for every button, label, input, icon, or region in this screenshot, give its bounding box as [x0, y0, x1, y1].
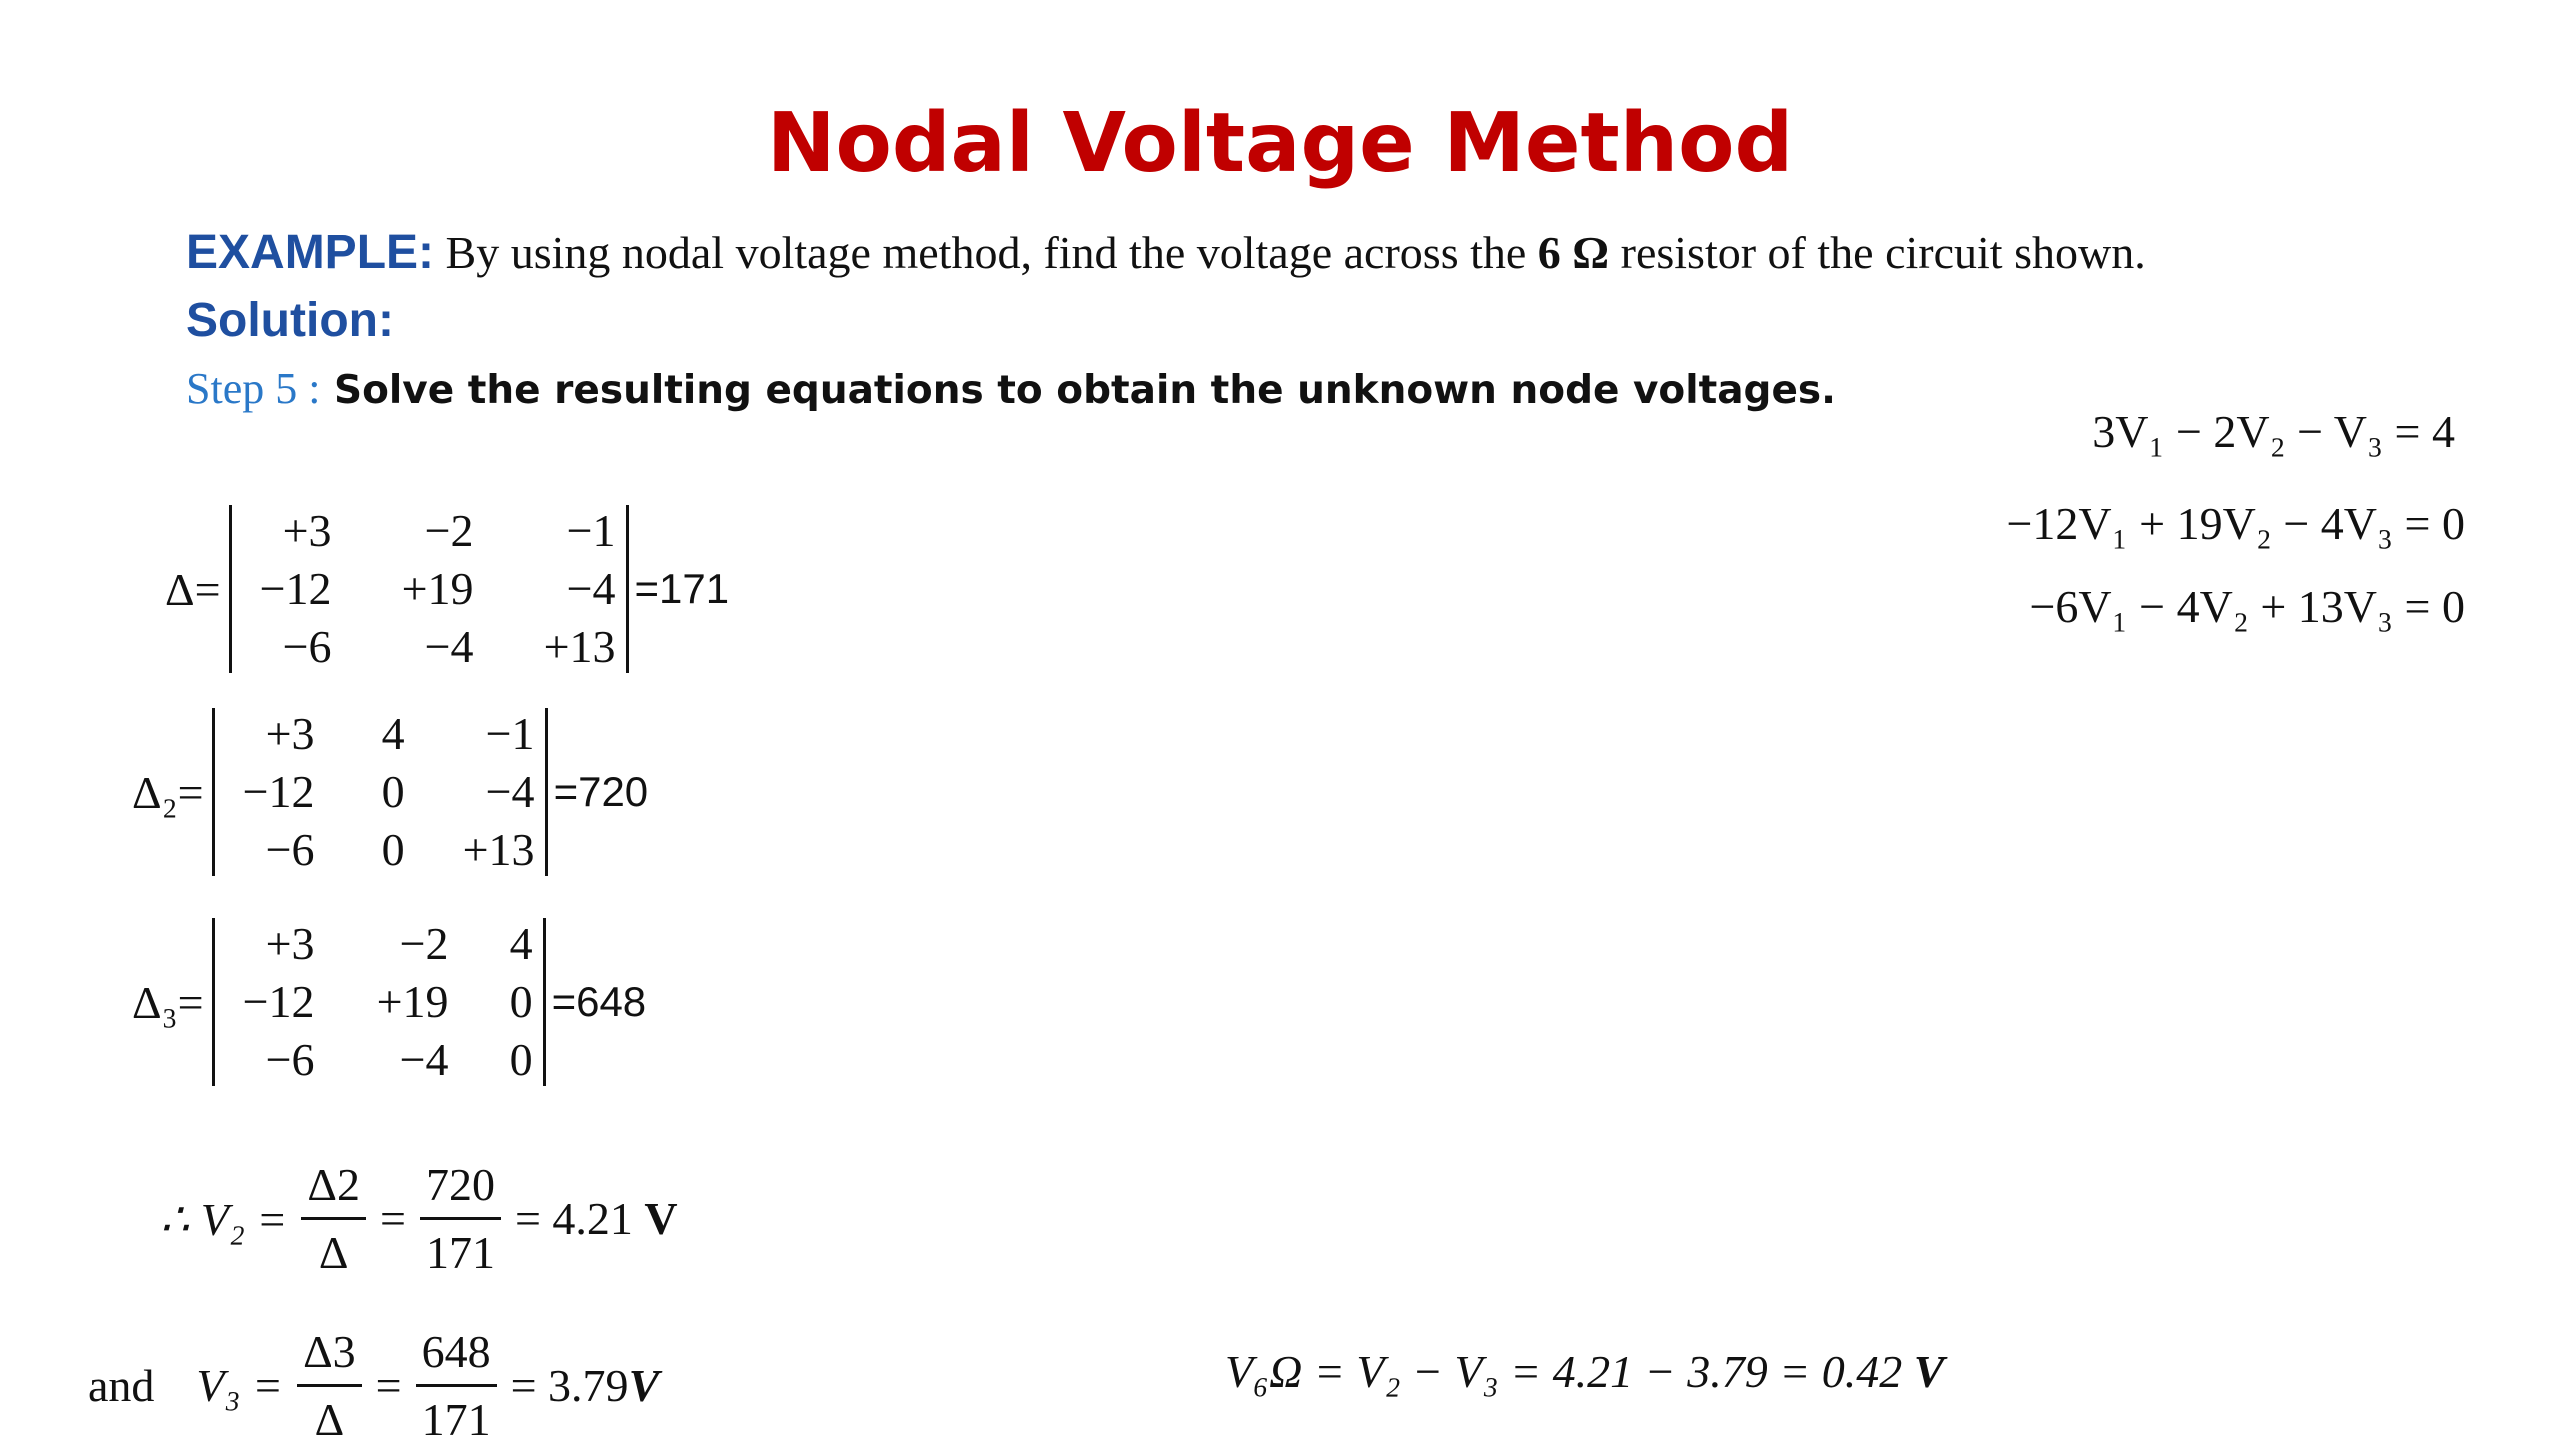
v3-result: = 3.79: [510, 1360, 629, 1411]
v2-equation: [160, 1158, 678, 1279]
fraction-denominator: 171: [425, 1227, 495, 1278]
determinant-label: Δ₃=: [132, 976, 204, 1028]
determinant-matrix: [229, 505, 629, 673]
matrix-cell: +13: [462, 824, 535, 875]
step-text: Solve the resulting equations to obtain the unknown node voltages.: [320, 368, 1836, 413]
determinant-label: Δ₂=: [132, 766, 204, 818]
v3-lead: and: [88, 1360, 155, 1411]
matrix-cell: −12: [259, 563, 332, 614]
matrix-cell: +3: [265, 708, 315, 759]
matrix-cell: +19: [376, 976, 449, 1027]
fraction-numerator: Δ2: [301, 1158, 366, 1220]
matrix-cell: −6: [265, 1034, 315, 1085]
fraction-denominator: Δ: [318, 1227, 349, 1278]
matrix-cell: −1: [485, 708, 535, 759]
determinant-delta3: [132, 918, 646, 1086]
fraction: [416, 1325, 497, 1446]
matrix-cell: −4: [399, 1034, 449, 1085]
matrix-cell: −6: [265, 824, 315, 875]
fraction-denominator: 171: [421, 1394, 491, 1445]
determinant-value: =171: [634, 565, 730, 612]
matrix-cell: −12: [242, 766, 315, 817]
matrix-cell: +3: [282, 505, 332, 556]
example-text-pre: By using nodal voltage method, find the voltage across the: [434, 227, 1538, 278]
determinant-matrix: [212, 918, 546, 1086]
determinant-label: Δ=: [165, 563, 221, 615]
page-title: Nodal Voltage Method: [766, 96, 1794, 191]
v3-prefix: V₃ =: [196, 1360, 284, 1411]
determinant-delta2: [132, 708, 648, 876]
fraction: [297, 1325, 362, 1446]
step-heading: [186, 363, 1836, 414]
determinant-delta: [165, 505, 729, 673]
v2-unit: V: [644, 1193, 678, 1244]
determinant-matrix: [212, 708, 548, 876]
matrix-cell: −2: [424, 505, 474, 556]
matrix-cell: −2: [399, 918, 449, 969]
equation-1: 3V₁ − 2V₂ − V₃ = 4: [2092, 406, 2455, 457]
equation-3: −6V₁ − 4V₂ + 13V₃ = 0: [2029, 581, 2465, 632]
v6ohm-unit: V: [1913, 1346, 1945, 1397]
determinant-value: =720: [553, 768, 649, 815]
matrix-cell: −4: [485, 766, 535, 817]
matrix-cell: 0: [509, 1034, 533, 1085]
fraction-numerator: Δ3: [297, 1325, 362, 1387]
matrix-cell: −4: [424, 621, 474, 672]
determinant-value: =648: [551, 978, 647, 1025]
matrix-cell: +19: [401, 563, 474, 614]
matrix-cell: 0: [381, 824, 405, 875]
matrix-cell: 0: [381, 766, 405, 817]
fraction-numerator: 720: [420, 1158, 501, 1220]
v2-prefix: ∴ V₂ =: [160, 1193, 288, 1245]
matrix-cell: −6: [282, 621, 332, 672]
v3-unit: V: [628, 1360, 660, 1411]
matrix-cell: 4: [381, 708, 405, 759]
fraction-denominator: Δ: [314, 1394, 345, 1445]
step-label: Step 5 :: [186, 364, 321, 413]
example-text-post: resistor of the circuit shown.: [1609, 227, 2146, 278]
resistor-value: 6 Ω: [1537, 227, 1610, 278]
matrix-cell: +13: [543, 621, 616, 672]
matrix-cell: 4: [509, 918, 533, 969]
fraction: [301, 1158, 366, 1279]
fraction: [420, 1158, 501, 1279]
equals-sign: =: [375, 1360, 402, 1411]
matrix-cell: −4: [566, 563, 616, 614]
matrix-cell: +3: [265, 918, 315, 969]
matrix-cell: 0: [509, 976, 533, 1027]
v6ohm-expression: V₆Ω = V₂ − V₃ = 4.21 − 3.79 = 0.42: [1225, 1346, 1903, 1397]
equals-sign: =: [380, 1193, 406, 1244]
v3-equation: [88, 1325, 659, 1446]
equation-2: −12V₁ + 19V₂ − 4V₃ = 0: [2006, 498, 2465, 549]
solution-label: Solution:: [186, 294, 394, 347]
matrix-cell: −1: [566, 505, 616, 556]
fraction-numerator: 648: [416, 1325, 497, 1387]
v2-result: = 4.21: [514, 1193, 633, 1244]
v6ohm-equation: [1225, 1345, 1944, 1398]
matrix-cell: −12: [242, 976, 315, 1027]
example-label: EXAMPLE:: [186, 226, 435, 279]
example-statement: [186, 225, 2146, 280]
